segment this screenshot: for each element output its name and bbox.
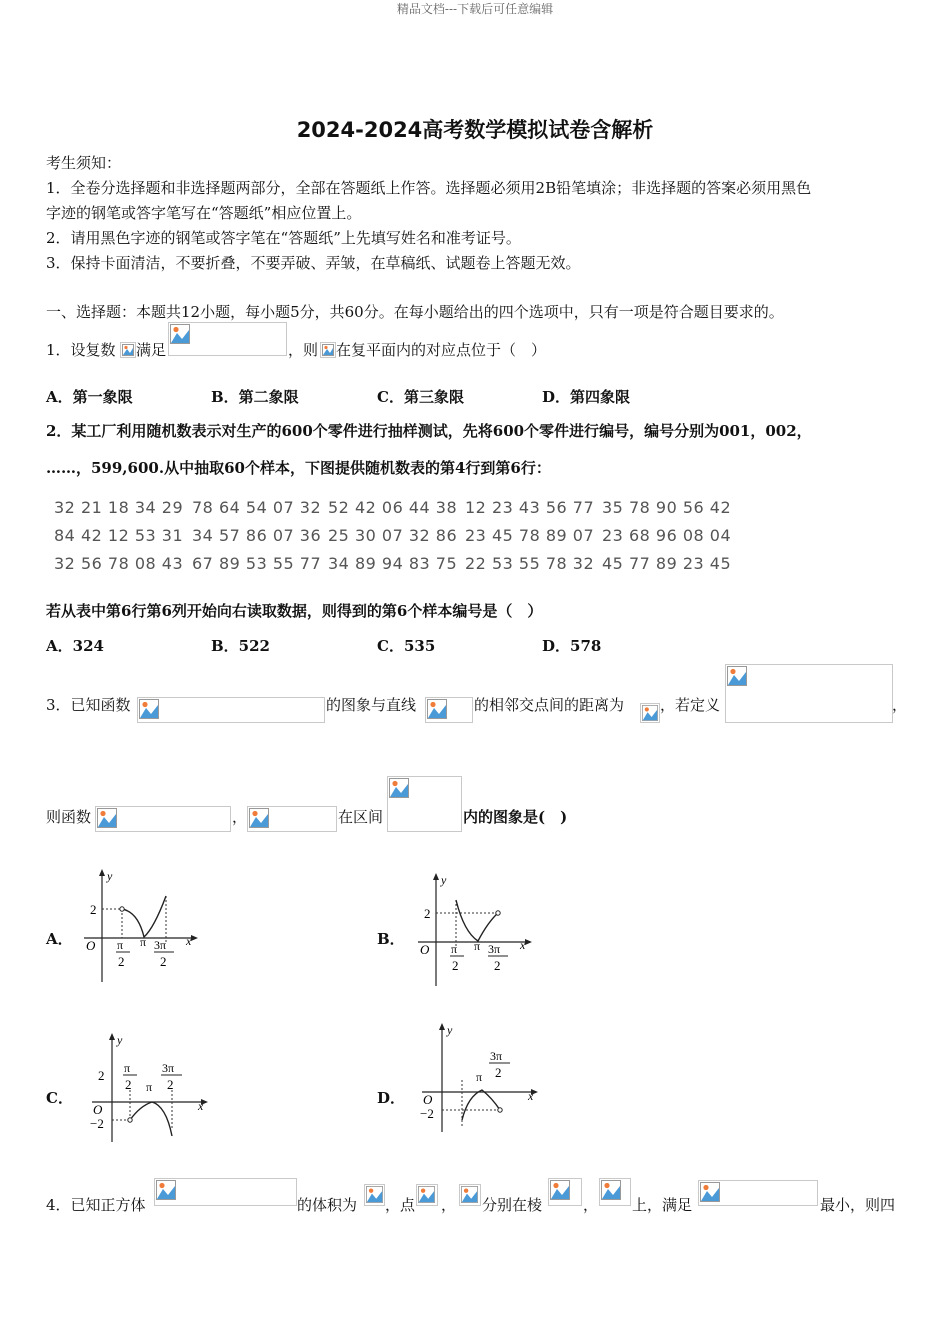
formula-image [425,697,473,723]
page-header: 精品文档---下载后可任意编辑 [396,2,554,16]
origin-label: O [423,1092,433,1107]
tick-label: π [146,1080,153,1094]
q2-text-1: 2．某工厂利用随机数表示对生产的600个零件进行抽样测试，先将600个零件进行编号，编号分别为001，002， [46,422,812,440]
tick-label: 3π [490,1049,503,1063]
table-cell: 22 53 55 78 32 [465,554,595,573]
q4-text-1: 4．已知正方体 [46,1196,146,1214]
formula-image [387,776,462,832]
q1-option-a: A．第一象限 [46,388,133,406]
q1-text-2: 满足 [136,341,167,359]
page-title: 2024-2024高考数学模拟试卷含解析 [296,118,654,142]
q3-text-8: 在区间 [338,808,384,826]
q1-option-c: C．第三象限 [377,388,464,406]
graph-b [414,870,534,990]
q1-text-4: 在复平面内的对应点位于（ ） [336,341,547,359]
tick-label: −2 [420,1106,434,1121]
table-cell: 45 77 89 23 45 [602,554,732,573]
origin-label: O [420,942,430,957]
table-cell: 35 78 90 56 42 [602,498,732,517]
broken-image-icon [320,342,336,358]
q3-option-c: C． [46,1089,73,1107]
notice-item-2: 2．请用黑色字迹的钢笔或答字笔在“答题纸”上先填写姓名和准考证号。 [46,229,521,247]
tick-label: 2 [125,1077,132,1092]
q3-option-d: D． [377,1089,406,1107]
q2-option-d: D．578 [542,637,602,655]
tick-label: 2 [167,1077,174,1092]
q4-text-5: 分别在棱 [482,1196,543,1214]
q3-text-6: 则函数 [46,808,92,826]
tick-label: 2 [98,1068,105,1083]
notice-heading: 考生须知： [46,154,122,172]
notice-item-1: 1．全卷分选择题和非选择题两部分，全部在答题纸上作答。选择题必须用2B铅笔填涂；非选择题的答案必须用黑色 [46,179,812,197]
q4-text-3: ，点 [385,1196,416,1214]
q4-text-6: ， [583,1196,599,1214]
formula-image [137,697,325,723]
axis-label: y [117,1033,123,1047]
q2-question: 若从表中第6行第6列开始向右读取数据，则得到的第6个样本编号是（ ） [46,602,543,620]
q3-text-9: 内的图象是( ) [463,808,568,826]
q3-option-a: A． [46,930,73,948]
graph-a [80,866,200,986]
tick-label: 2 [495,1065,502,1080]
q4-text-7: 上，满足 [632,1196,693,1214]
q3-text-5: ， [892,696,908,714]
tick-label: 3π [162,1061,175,1075]
tick-label: π [124,1061,131,1075]
tick-label: 2 [90,902,97,917]
axis-label: y [441,873,447,887]
axis-label: y [447,1023,453,1037]
q4-text-2: 的体积为 [297,1196,358,1214]
q2-option-c: C．535 [377,637,436,655]
formula-image [95,806,231,832]
table-cell: 78 64 54 07 32 [192,498,322,517]
q1-option-d: D．第四象限 [542,388,631,406]
table-cell: 34 57 86 07 36 [192,526,322,545]
formula-image [698,1180,818,1206]
tick-label: π [117,938,124,952]
q3-text-7: ， [232,808,248,826]
graph-d [416,1020,541,1135]
origin-label: O [86,938,96,953]
formula-image [416,1184,438,1206]
formula-image [725,664,893,723]
tick-label: π [451,942,458,956]
tick-label: π [474,939,481,953]
table-cell: 25 30 07 32 86 [328,526,458,545]
notice-item-3: 3．保持卡面清洁，不要折叠，不要弄破、弄皱，在草稿纸、试题卷上答题无效。 [46,254,581,272]
q1-text-3: ，则 [288,341,319,359]
graph-c [86,1030,211,1145]
tick-label: 2 [424,906,431,921]
axis-label: y [107,869,113,883]
formula-image [168,322,287,356]
table-cell: 34 89 94 83 75 [328,554,458,573]
random-number-table [54,498,734,582]
axis-label: x [528,1089,534,1103]
tick-label: 3π [488,942,501,956]
axis-label: x [198,1099,204,1113]
q2-option-b: B．522 [211,637,270,655]
section-heading: 一、选择题：本题共12小题，每小题5分，共60分。在每小题给出的四个选项中，只有一项是符合题目要求的。 [46,303,784,321]
table-cell: 84 42 12 53 31 [54,526,184,545]
table-cell: 52 42 06 44 38 [328,498,458,517]
formula-image [640,703,660,723]
formula-image [599,1178,631,1206]
tick-label: π [476,1070,483,1084]
q3-text-2: 的图象与直线 [326,696,417,714]
axis-label: x [520,938,526,952]
tick-label: 2 [494,958,501,973]
tick-label: 2 [452,958,459,973]
broken-image-icon [120,342,136,358]
q3-text-4: ，若定义 [660,696,721,714]
tick-label: 3π [154,938,167,952]
origin-label: O [93,1102,103,1117]
formula-image [548,1178,582,1206]
table-cell: 12 23 43 56 77 [465,498,595,517]
q3-text-1: 3．已知函数 [46,696,131,714]
table-cell: 32 21 18 34 29 [54,498,184,517]
axis-label: x [186,934,192,948]
table-cell: 23 68 96 08 04 [602,526,732,545]
q4-text-4: ， [441,1196,457,1214]
formula-image [459,1184,481,1206]
formula-image [154,1178,297,1206]
tick-label: π [140,935,147,949]
q3-option-b: B． [377,930,405,948]
formula-image [247,806,337,832]
tick-label: 2 [160,954,167,969]
table-cell: 67 89 53 55 77 [192,554,322,573]
table-cell: 23 45 78 89 07 [465,526,595,545]
q2-option-a: A．324 [46,637,104,655]
notice-item-1-cont: 字迹的钢笔或答字笔写在“答题纸”相应位置上。 [46,204,362,222]
formula-image [364,1184,385,1206]
tick-label: −2 [90,1116,104,1131]
q3-text-3: 的相邻交点间的距离为 [474,696,625,714]
q4-text-8: 最小，则四 [820,1196,896,1214]
q2-text-2: ……，599,600.从中抽取60个样本，下图提供随机数表的第4行到第6行： [46,459,551,477]
q1-option-b: B．第二象限 [211,388,299,406]
q1-text-1: 1．设复数 [46,341,116,359]
table-cell: 32 56 78 08 43 [54,554,184,573]
tick-label: 2 [118,954,125,969]
